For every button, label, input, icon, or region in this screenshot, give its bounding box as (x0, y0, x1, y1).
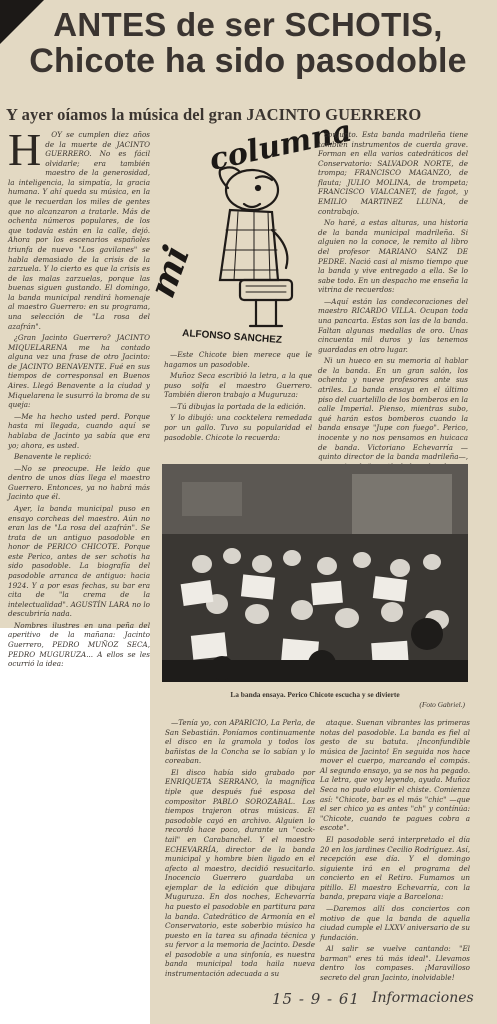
article-column-3 (318, 130, 468, 462)
paragraph: No haré, a estas alturas, una historia de la banda municipal madrileña. Si alguien no la conoce, le remito al libro del profesor MARIANO SANZ DE PEDRE. Nació casi al mismo tiempo que la banda y vive entregado a ella. Se lo sabe todo. En un despacho me enseña la vitrina de recuerdos: (318, 218, 468, 295)
handwritten-source: Informaciones (372, 990, 474, 1006)
headline-line-2: Chicote ha sido pasodoble (29, 41, 467, 80)
paragraph: Ni un hueco en su memoria al hablar de la banda. En un gran salón, los ochenta y nueve profesores ante sus atriles. La banda ensaya en el último piso del cuartelillo de los bomberos en la calle Imperial. Pienso, mientras subo, qué harán estos bomberos cuando la banda ensaye "Jupe con fuego". Perico, inocente y no nos pensamos en huicaca de banda. Victoriano Echevarría —quinto director de la banda madrileña—, (318, 356, 468, 462)
paragraph: —No se preocupe. He leído que dentro de unos días llega el maestro Guerrero. Entonces, ya no habrá más Jacinto que él. (8, 463, 150, 502)
cartoon-word-columna: columna (206, 113, 355, 178)
paragraph: Nombres ilustres en una peña del aperitivo de la mañana: Jacinto Guerrero, PEDRO MUÑOZ SECA, PEDRO MUGURUZA... A ellos se les ocurrió la idea: (8, 620, 150, 669)
paragraph: El pasodoble será interpretado el día 20 en los jardines Cecilio Rodríguez. Así, recepción ese día. Y el domingo siguiente irá en el programa del concierto en el Retiro. Fumamos un pitillo. El maestro Echevarría, con la banda, prepara viaje a Barcelona: (320, 834, 470, 902)
paragraph: ¿Gran Jacinto Guerrero? JACINTO MIQUELARENA me ha contado alguna vez una frase de otro Jacinto: de JACINTO BENAVENTE. Fué en sus tiempos de corresponsal en Buenos Aires. Llegó Benavente a la ciudad y Miquelarena le susurró la broma de su queja: (8, 333, 150, 410)
paragraph: —Aquí están las condecoraciones del maestro RICARDO VILLA. Ocupan toda una pancarta. Estas son las de la banda. Faltan algunas medallas de oro. Unas cincuenta mil duros y las tenemos guardadas en otro lugar. (318, 296, 468, 354)
paragraph: Al salir se vuelve cantando: "El barman" eres tú más ideal". Llevamos dentro los compases. ¡Maravilloso secreto del gran Jacinto, inolvidable! (320, 944, 470, 983)
paragraph: —Daremos allí dos conciertos con motivo de que la banda de aquella ciudad cumple el LXXV aniversario de su fundación. (320, 903, 470, 942)
paragraph: OY se cumplen diez años de la muerte de JACINTO GUERRERO. No es fácil olvidarle; era también maestro de la generosidad, la inteligencia, la simpatía, la gracia humana. Y ahí queda su música, en la que le recuerdan los miles de gentes que no alcanzaron a tratarle. Más de ochenta números populares, de los que todavía están en la calle, dejó. Ahora por los escenarios españoles triunfa de nuevo "Los gavilanes" se habla demasiado de la crisis de la zarzuela. Y lo cierto es que la crisis es de las malas zarzuelas, porque las buenas siguen gustando. El domingo, la banda municipal rendirá homenaje al maestro Guerrero: en su programa, una selección de "La rosa del azafrán". (8, 130, 150, 331)
cartoon-word-mi: mi (140, 240, 199, 304)
clipping-cutout-area (0, 628, 150, 1024)
cartoon-signature: ALFONSO SANCHEZ (181, 328, 283, 346)
subheadline: Y ayer oíamos la música del gran JACINTO GUERRERO (6, 105, 422, 124)
paragraph: —Tú dibujas la portada de la edición. (170, 401, 306, 411)
drop-cap: H (8, 124, 42, 175)
paragraph: Muñoz Seca escribió la letra, a la que puso solfa el maestro Guerrero. También dieron trabajo a Muguruza: (164, 371, 312, 400)
article-column-5 (320, 718, 470, 1000)
handwritten-annotation (272, 986, 492, 1016)
headline (8, 8, 488, 78)
photo-caption (165, 690, 465, 709)
caption-text: La banda ensaya. Perico Chicote escucha y se divierte (230, 690, 400, 699)
paragraph: Y lo dibujó: una cocktelera remedada por un gallo. Tuvo su popularidad el pasodoble. Chicote lo recuerda: (164, 413, 312, 442)
article-column-2 (164, 350, 312, 450)
paragraph: ataque. Suenan vibrantes las primeras notas del pasodoble. La banda es fiel al gesto de su batuta. ¡Inconfundible música de Jacinto! En seguida nos hace mover el cuerpo, marcando el compás. Al segundo ensayo, ya se nos ha pegado. La letra, que voy leyendo, ayuda. Muñoz Seca no pudo eludir el chiste. Comienza así: "Chicote, bar es el más "chic" —que el ser chico ya es antes "ch" y contínúa: "Chicote, cuando te pagues cobra a escote". (320, 718, 470, 833)
paragraph: conjunto. Esta banda madrileña tiene también instrumentos de cuerda grave. Forman en ella varios catedráticos del Conservatorio: SALVADOR NORTE, de trompa; FRANCISCO MAGANZO, de flauta; JULIO MOLINA, de trompeta; FRANCISCO VIALCANET, de fagot, y EMILIO MARTINEZ LLUNA, de contrabajo. (318, 130, 468, 216)
paragraph: —Este Chicote bien merece que le hagamos un pasodoble. (164, 350, 312, 369)
paragraph: —Tenía yo, con APARICIO, La Perla, de San Sebastián. Poníamos continuamente el disco en la gramola y todos los bañistas de la Concha se lo sabían y lo coreaban. (165, 718, 315, 766)
photo-credit: (Foto Gabriel.) (419, 700, 465, 709)
handwritten-date: 15 - 9 - 61 (272, 990, 360, 1008)
typewriter-icon (240, 280, 292, 300)
article-column-1 (8, 124, 150, 669)
paragraph: Benavente le replicó: (14, 452, 92, 462)
headline-line-1: ANTES de ser SCHOTIS, (53, 6, 443, 43)
column-cartoon (140, 113, 355, 346)
paragraph: —Me ha hecho usted perd. Porque hasta mi llegada, cuando aquí se hablaba de Jacinto ya sabía que era yo; ahora, es usted. (8, 411, 150, 450)
caricature-head (226, 170, 278, 210)
paragraph: El disco había sido grabado por ENRIQUETA SERRANO, la magnífica tiple que después fué esposa del compositor PABLO SOROZABAL. Los tiempos trajeron otras músicas. El pasodoble cayó en archivo. Alguien lo recordó hace poco, durante un "cock-tail" en Carabanchel. Y el maestro ECHEVARRÍA, director de la banda municipal y hombre bien ligado en el afecto al maestro, decidió resucitarlo. Inocencio Guerrero guardaba un ejemplar de la edición que dibujara Muguruza. En dos noches, Echevarría ha puesto el pasodoble en partitura para la banda. Catedrático de Armonía en el Conservatorio, este soberbio músico ha puesto en la tarea su afinada técnica y su fervor a la memoria de Jacinto. Desde el pasodoble a una sinfonía, es nuestra banda municipal toda haila nueva instrumentación adecuada a su (165, 767, 315, 979)
paragraph: Ayer, la banda municipal puso en ensayo corcheas del maestro. Aún no eran las de "La rosa del azafrán". Se trata de un antiguo pasodoble en honor de PERICO CHICOTE. Porque este Perico, antes de ser schotis ha sido pasodoble. La biografía del pasodoble arranca de antiguo: hacia 1924. Y a por esas fechas, su bar era cita de "la crema de la intelectualidad". AGUSTÍN LARA no lo descubriría nada. (8, 503, 150, 619)
article-column-4 (165, 718, 315, 1000)
band-rehearsal-photo (162, 464, 468, 682)
